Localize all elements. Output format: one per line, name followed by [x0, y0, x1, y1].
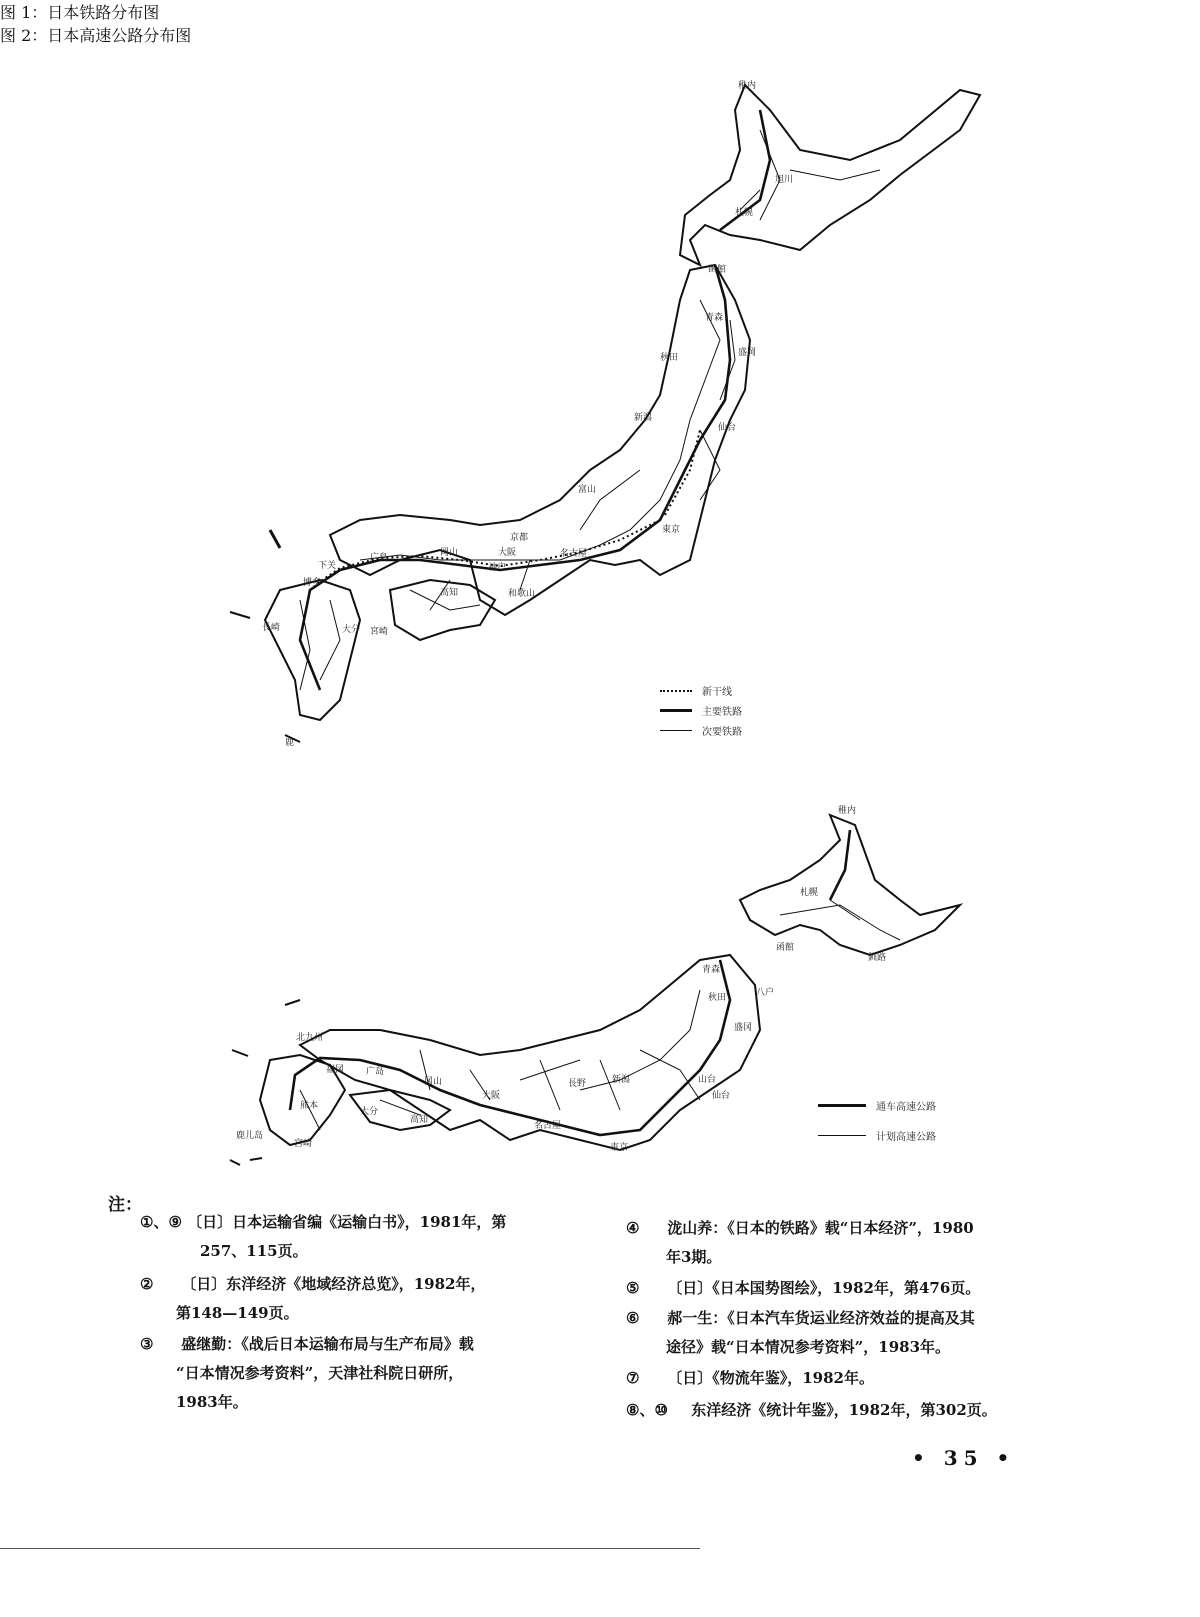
- map2-label: 八户: [756, 988, 775, 998]
- legend-label: 新干线: [702, 687, 732, 698]
- map1-label: 長崎: [262, 623, 281, 633]
- map2-label: 長野: [568, 1079, 587, 1089]
- map2-label: 札幌: [800, 888, 819, 898]
- map2-label: 高知: [410, 1115, 429, 1125]
- map1-label: 下关: [318, 561, 337, 571]
- legend-label: 次要铁路: [702, 727, 742, 738]
- note-right-5: [626, 1396, 1056, 1425]
- map2-label: 新潟: [612, 1075, 631, 1085]
- note-text: 年3期。: [666, 1248, 722, 1266]
- note-mark: ⑤: [626, 1279, 640, 1297]
- map1-label: 和歌山: [508, 589, 536, 599]
- note-left-3: [140, 1330, 580, 1417]
- note-mark: ⑥: [626, 1309, 640, 1327]
- map2-label: 冈山: [424, 1077, 443, 1087]
- map1-label: 富山: [578, 485, 597, 495]
- legend-label: 计划高速公路: [876, 1132, 936, 1143]
- map2-label: 北九州: [296, 1033, 324, 1043]
- note-text: 郝一生：《日本汽车货运业经济效益的提高及其: [667, 1309, 975, 1327]
- note-right-2: [626, 1274, 1056, 1303]
- map1-label: 神户: [488, 563, 507, 573]
- map1-label: 博多: [303, 578, 322, 588]
- note-right-3: [626, 1304, 1056, 1362]
- figure-1-title: 图 1：日本铁路分布图: [0, 3, 160, 22]
- legend-swatch-thin: [818, 1135, 866, 1136]
- note-text: 〔日〕日本运输省编《运输白书》，1981年，第: [187, 1213, 507, 1231]
- map2-label: 名古屋: [534, 1121, 562, 1131]
- map2-label: 東京: [610, 1143, 629, 1153]
- map2-label: 釧路: [868, 953, 887, 963]
- note-right-1: [626, 1214, 1056, 1272]
- note-text: 〔日〕《日本国势图绘》，1982年，第476页。: [667, 1279, 981, 1297]
- legend-label: 主要铁路: [702, 707, 742, 718]
- map2-label: 鹿儿岛: [236, 1131, 264, 1141]
- note-text: 第148—149页。: [176, 1304, 299, 1322]
- map2-legend-open: [818, 1098, 936, 1113]
- note-text: 途径》载“日本情况参考资料”，1983年。: [666, 1338, 951, 1356]
- map1-label: 广島: [370, 553, 389, 563]
- note-right-4: [626, 1364, 1056, 1393]
- map2-label: 稚内: [838, 806, 857, 816]
- map2-label: 宫崎: [294, 1139, 313, 1149]
- map2-label: 秋田: [708, 993, 727, 1003]
- map2-legend-planned: [818, 1128, 936, 1143]
- map1-label: 仙台: [718, 423, 737, 433]
- map2-label: 福冈: [326, 1065, 345, 1075]
- map1-label: 稚内: [738, 81, 757, 91]
- note-text: 〔日〕《物流年鉴》，1982年。: [667, 1369, 874, 1387]
- map1-label: 青森: [705, 313, 724, 323]
- notes-heading: 注：: [108, 1195, 142, 1215]
- map1-label: 京都: [510, 533, 529, 543]
- map1-label: 大分: [342, 625, 361, 635]
- map1-label: 東京: [662, 525, 681, 535]
- legend-label: 通车高速公路: [876, 1102, 936, 1113]
- note-mark: ⑧、⑩: [626, 1401, 668, 1419]
- note-left-1: [140, 1208, 580, 1266]
- map1-label: 秋田: [660, 353, 679, 363]
- figure-2-title: 图 2：日本高速公路分布图: [0, 26, 192, 45]
- note-mark: ④: [626, 1219, 640, 1237]
- map2-label: 盛冈: [734, 1023, 753, 1033]
- map1-label: 旭川: [775, 175, 794, 185]
- note-mark: ②: [140, 1275, 154, 1293]
- map1-label: 新潟: [634, 413, 653, 423]
- map1-label: 大阪: [498, 548, 517, 558]
- map1-label: 盛岡: [738, 348, 757, 358]
- map2-label: 青森: [702, 965, 721, 975]
- note-text: 泷山养：《日本的铁路》载“日本经济”，1980: [667, 1219, 974, 1237]
- footer-rule: [0, 1548, 700, 1549]
- note-text: 257、115页。: [200, 1242, 308, 1260]
- map1-label: 宮崎: [370, 627, 389, 637]
- note-mark: ③: [140, 1335, 154, 1353]
- map1-label: 名古屋: [560, 549, 588, 559]
- map2-label: 大阪: [482, 1091, 501, 1101]
- note-text: “日本情况参考资料”，天津社科院日研所，: [176, 1364, 464, 1382]
- map2-label: 广岛: [366, 1067, 385, 1077]
- map2-label: 大分: [360, 1107, 379, 1117]
- note-mark: ①、⑨: [140, 1213, 182, 1231]
- page-number: • 35 •: [912, 1446, 1016, 1470]
- note-text: 〔日〕东洋经济《地域经济总览》，1982年，: [181, 1275, 486, 1293]
- map1-label: 岡山: [440, 548, 459, 558]
- legend-swatch-thick: [818, 1104, 866, 1107]
- note-text: 盛继勤：《战后日本运输布局与生产布局》载: [181, 1335, 474, 1353]
- map2-label: 山台: [698, 1075, 717, 1085]
- map1-label: 札幌: [735, 208, 754, 218]
- map1-label: 鹿: [285, 738, 295, 748]
- map2-label: 函館: [776, 943, 795, 953]
- map2-label: 仙台: [712, 1091, 731, 1101]
- note-mark: ⑦: [626, 1369, 640, 1387]
- note-left-2: [140, 1270, 580, 1328]
- map1-label: 函館: [708, 265, 727, 275]
- note-text: 东洋经济《统计年鉴》，1982年，第302页。: [691, 1401, 997, 1419]
- map2-label: 熊本: [300, 1101, 319, 1111]
- map1-label: 高知: [440, 588, 459, 598]
- note-text: 1983年。: [176, 1393, 248, 1411]
